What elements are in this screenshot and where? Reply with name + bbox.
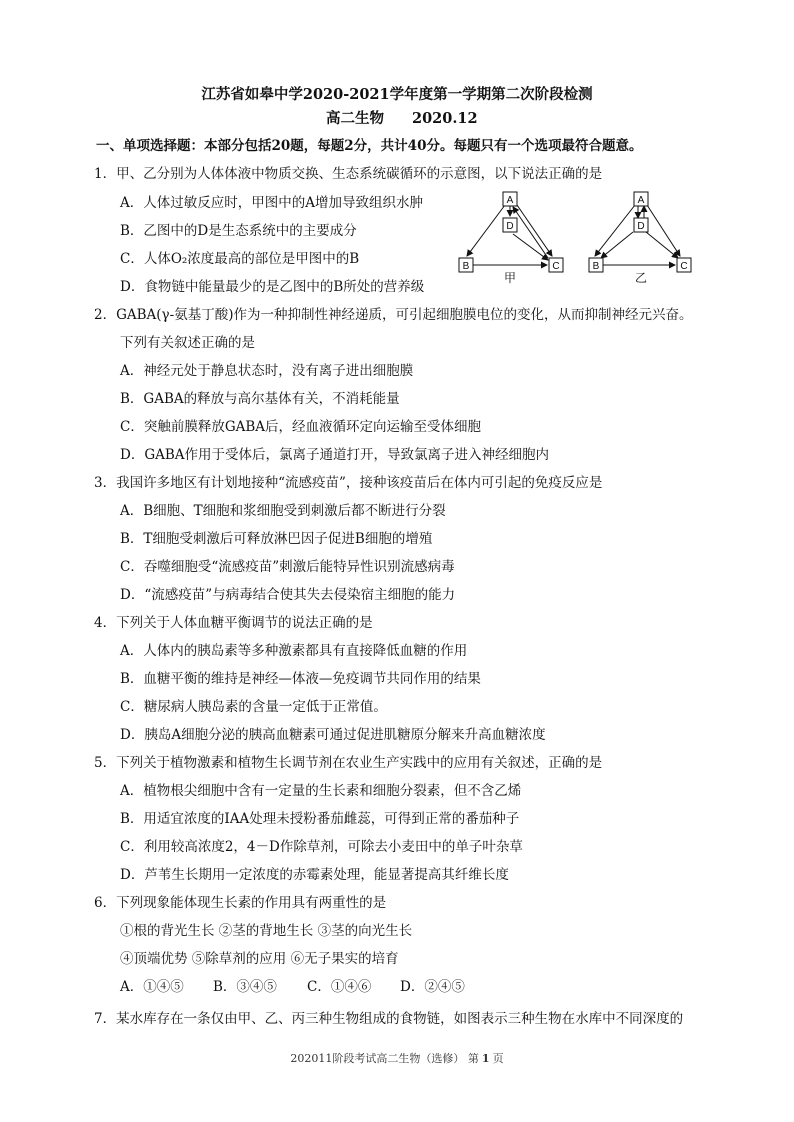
- option-d: D．②④⑤: [400, 979, 465, 995]
- diagram-yi: [595, 205, 680, 265]
- option-d: D．“流感疫苗”与病毒结合使其失去侵染宿主细胞的能力: [120, 587, 456, 603]
- node-label: C: [552, 261, 560, 272]
- question-stem-cont: 下列有关叙述正确的是: [120, 335, 255, 351]
- page-footer: [0, 1050, 794, 1068]
- option-a: A．植物根尖细胞中含有一定量的生长素和细胞分裂素，但不含乙烯: [120, 783, 522, 799]
- option-a: A．神经元处于静息状态时，没有离子进出细胞膜: [120, 363, 414, 379]
- option-a: A．B细胞、T细胞和浆细胞受到刺激后都不断进行分裂: [120, 503, 446, 519]
- option-d: D．芦苇生长期用一定浓度的赤霉素处理，能显著提高其纤维长度: [120, 867, 509, 883]
- diagram-jia: [467, 205, 552, 265]
- node-label: B: [462, 261, 470, 272]
- page-number: 1: [481, 1052, 490, 1065]
- option-c: C．糖尿病人胰岛素的含量一定低于正常值。: [120, 699, 387, 715]
- section-heading: 一、单项选择题：本部分包括20题，每题2分，共计40分。每题只有一个选项最符合题意。: [96, 138, 643, 154]
- caption-yi: 乙: [634, 271, 648, 285]
- question-stem: 5．下列关于植物激素和植物生长调节剂在农业生产实践中的应用有关叙述，正确的是: [94, 755, 603, 771]
- option-b: B．GABA的释放与高尔基体有关，不消耗能量: [120, 391, 400, 407]
- exam-date: 2020.12: [412, 110, 478, 127]
- question-stem: 4．下列关于人体血糖平衡调节的说法正确的是: [94, 615, 373, 631]
- node-boxes: [459, 192, 691, 272]
- figure-diagrams: [455, 188, 705, 293]
- caption-jia: 甲: [503, 271, 517, 285]
- node-label: B: [592, 261, 600, 272]
- option-c: C．人体O₂浓度最高的部位是甲图中的B: [120, 251, 360, 267]
- option-d: D．胰岛A细胞分泌的胰高血糖素可通过促进肌糖原分解来升高血糖浓度: [120, 727, 546, 743]
- option-b: B．③④⑤: [213, 979, 277, 995]
- question-stem: 7．某水库存在一条仅由甲、乙、丙三种生物组成的食物链，如图表示三种生物在水库中不同深度的: [94, 1011, 684, 1027]
- option-b: B．T细胞受刺激后可释放淋巴因子促进B细胞的增殖: [120, 531, 433, 547]
- question-stem: 2．GABA(γ-氨基丁酸)作为一种抑制性神经递质，可引起细胞膜电位的变化，从而抑制神经元兴奋。: [94, 307, 693, 323]
- option-b: B．乙图中的D是生态系统中的主要成分: [120, 223, 357, 239]
- option-c: C．①④⑥: [307, 979, 372, 995]
- option-d: D．GABA作用于受体后，氯离子通道打开，导致氯离子进入神经细胞内: [120, 447, 550, 463]
- option-c: C．吞噬细胞受“流感疫苗”刺激后能特异性识别流感病毒: [120, 559, 455, 575]
- option-b: B．用适宜浓度的IAA处理未授粉番茄雌蕊，可得到正常的番茄种子: [120, 811, 520, 827]
- question-stem: 6．下列现象能体现生长素的作用具有两重性的是: [94, 895, 387, 911]
- option-d: D．食物链中能量最少的是乙图中的B所处的营养级: [120, 279, 425, 295]
- option-a: A．人体内的胰岛素等多种激素都具有直接降低血糖的作用: [120, 643, 468, 659]
- option-c: C．利用较高浓度2，4－D作除草剂，可除去小麦田中的单子叶杂草: [120, 839, 523, 855]
- question-stem: 3．我国许多地区有计划地接种“流感疫苗”，接种该疫苗后在体内可引起的免疫反应是: [94, 475, 603, 491]
- footer-text: 202011阶段考试高二生物（选修） 第: [290, 1052, 479, 1065]
- option-a: A．人体过敏反应时，甲图中的A增加导致组织水肿: [120, 195, 423, 211]
- option-b: B．血糖平衡的维持是神经—体液—免疫调节共同作用的结果: [120, 671, 481, 687]
- node-label: D: [506, 221, 514, 232]
- node-label: A: [637, 195, 645, 206]
- option-a: A．①④⑤: [120, 979, 184, 995]
- option-c: C．突触前膜释放GABA后，经血液循环定向运输至受体细胞: [120, 419, 482, 435]
- node-label: C: [680, 261, 688, 272]
- exam-title: 江苏省如皋中学2020-2021学年度第一学期第二次阶段检测: [201, 86, 593, 103]
- node-label: D: [637, 221, 645, 232]
- node-label: A: [506, 195, 514, 206]
- footer-suffix: 页: [492, 1052, 504, 1065]
- question-stem: 1．甲、乙分别为人体体液中物质交换、生态系统碳循环的示意图，以下说法正确的是: [94, 166, 603, 182]
- statement-list-2: ④顶端优势 ⑤除草剂的应用 ⑥无子果实的培育: [120, 951, 399, 967]
- exam-subject: 高二生物: [326, 110, 384, 127]
- statement-list-1: ①根的背光生长 ②茎的背地生长 ③茎的向光生长: [120, 923, 413, 939]
